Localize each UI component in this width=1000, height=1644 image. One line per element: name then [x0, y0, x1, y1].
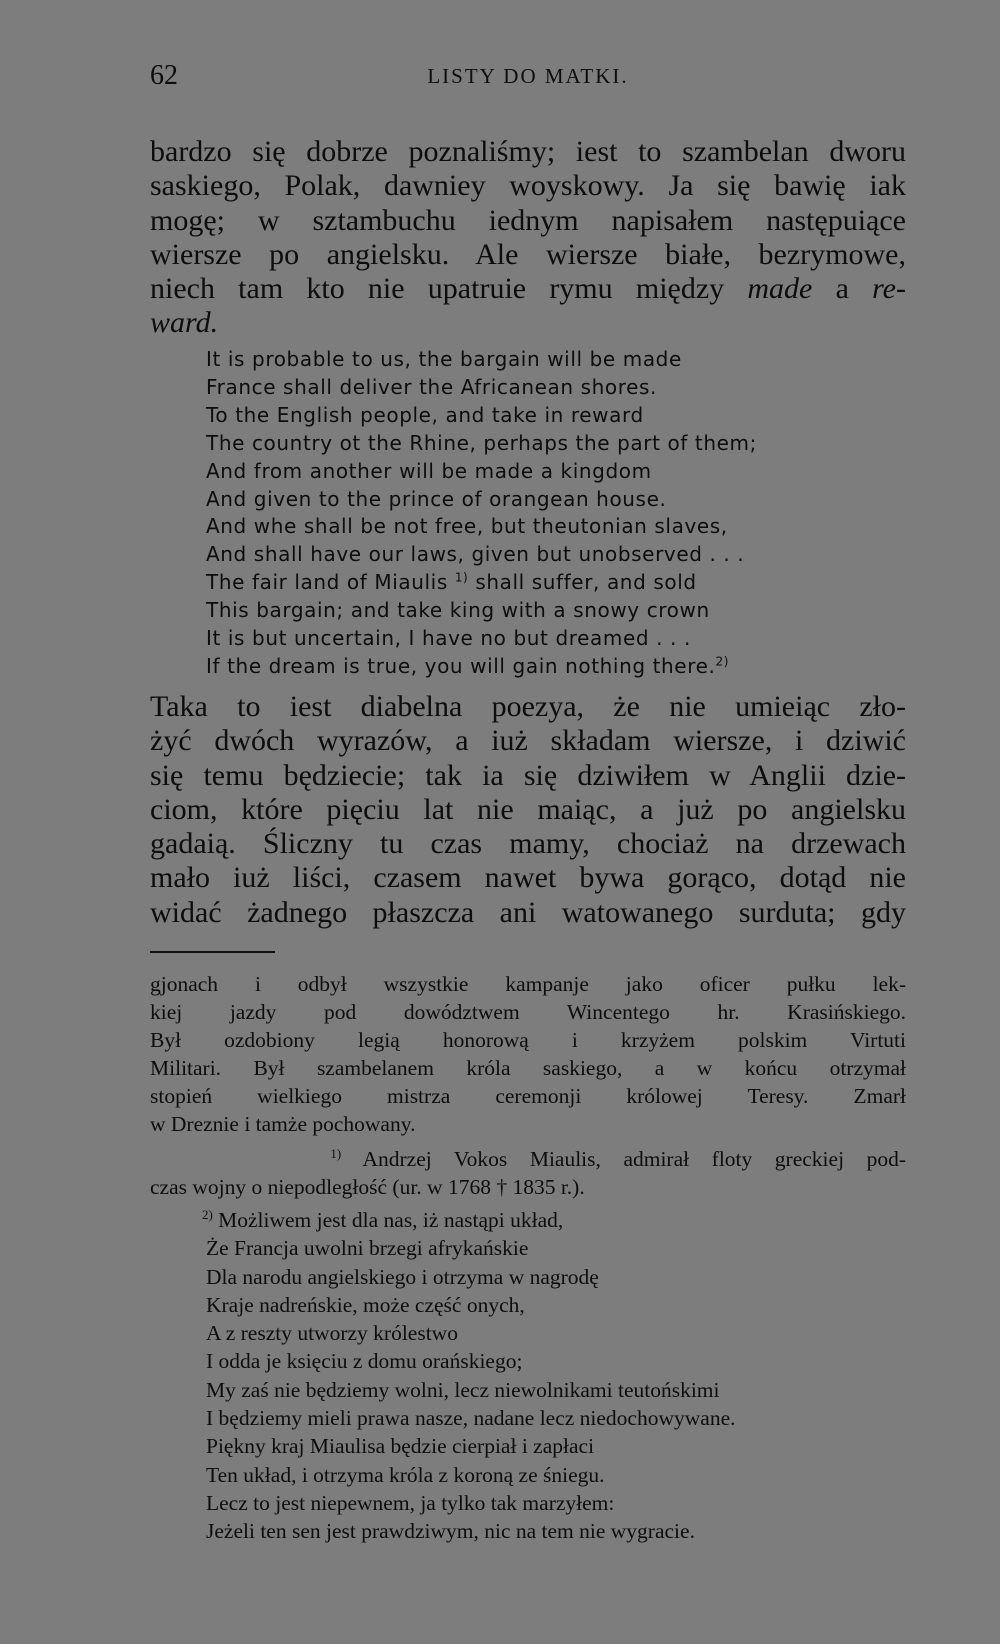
- poem-line: [206, 653, 757, 681]
- poem-line-text: shall suffer, and sold: [475, 570, 697, 595]
- footnote-line: [150, 1145, 906, 1173]
- page-header: [150, 60, 906, 100]
- text-line: gadaią. Śliczny tu czas mamy, chociaż na drzewach: [150, 827, 906, 861]
- translation-line: I odda je księciu z domu orańskiego;: [206, 1349, 523, 1374]
- footnote-text: Andrzej Vokos Miaulis, admirał floty greckiej pod-: [362, 1147, 906, 1171]
- italic-word: ward.: [150, 306, 219, 340]
- poem-line: To the English people, and take in reward: [206, 402, 644, 427]
- poem-line-text: The fair land of Miaulis: [206, 570, 448, 595]
- poem-line: It is probable to us, the bargain will be made: [206, 347, 682, 371]
- translation-text: Możliwem jest dla nas, iż nastąpi układ,: [218, 1208, 564, 1232]
- poem-line: And from another will be made a kingdom: [206, 458, 652, 483]
- paragraph-2: [150, 690, 906, 930]
- text-segment: a: [835, 272, 849, 306]
- italic-word: re-: [872, 272, 906, 306]
- footnote-ref: 1): [454, 570, 469, 585]
- italic-word: made: [747, 272, 813, 306]
- footnote-ref: 2): [715, 654, 729, 669]
- footnote-line: w Dreznie i tamże pochowany.: [150, 1112, 416, 1136]
- translation-line: Piękny kraj Miaulisa będzie cierpiał i zapłaci: [206, 1434, 595, 1459]
- paragraph-1: [150, 135, 906, 341]
- text-line: się temu będziecie; tak ia się dziwiłem w Anglii dzie-: [150, 758, 906, 792]
- poem-line: [206, 569, 757, 597]
- poem-line: And whe shall be not free, but theutonian slaves,: [206, 514, 728, 539]
- text-segment: niech tam kto nie upatruie rymu między: [150, 272, 725, 306]
- text-line: widać żadnego płaszcza ani watowanego surduta; gdy: [150, 895, 906, 929]
- text-line: żyć dwóch wyrazów, a iuż składam wiersze, i dziwić: [150, 724, 906, 758]
- footnote-continued: [150, 970, 906, 1138]
- translation-line: Jeżeli ten sen jest prawdziwym, nic na tem nie wygracie.: [206, 1519, 695, 1544]
- poem-line: And shall have our laws, given but unobserved . . .: [206, 542, 745, 567]
- text-line: saskiego, Polak, dawniey woyskowy. Ja się bawię iak: [150, 169, 906, 203]
- footnote-line: czas wojny o niepodległość (ur. w 1768 † 1835 r.).: [150, 1175, 585, 1199]
- running-title: LISTY DO MATKI.: [427, 64, 629, 88]
- translation-line: Kraje nadreńskie, może część onych,: [206, 1292, 525, 1317]
- footnote-line: gjonach i odbył wszystkie kampanje jako oficer pułku lek-: [150, 972, 906, 996]
- footnote-separator: [150, 951, 275, 953]
- poem-line: It is but uncertain, I have no but dreamed . . .: [206, 626, 691, 651]
- poem-line: And given to the prince of orangean house.: [206, 486, 667, 511]
- text-line: Taka to iest diabelna poezya, że nie umieiąc zło-: [150, 690, 906, 723]
- translation-line: Dla narodu angielskiego i otrzyma w nagrodę: [206, 1264, 599, 1289]
- footnote-mark: 2): [202, 1207, 213, 1222]
- text-line: [150, 306, 906, 340]
- footnote-line: kiej jazdy pod dowództwem Wincentego hr. Krasińskiego.: [150, 1000, 906, 1024]
- poem-line: France shall deliver the Africanean shores.: [206, 374, 658, 399]
- page-number: 62: [150, 60, 178, 91]
- poem-line-text: If the dream is true, you will gain nothing there.: [206, 653, 716, 678]
- poem-line: This bargain; and take king with a snowy crown: [206, 598, 710, 623]
- text-line: mogę; w sztambuchu iednym napisałem następuiące: [150, 203, 906, 237]
- footnote-mark: 1): [330, 1146, 342, 1161]
- text-line: wiersze po angielsku. Ale wiersze białe, bezrymowe,: [150, 237, 906, 271]
- translation-line: I będziemy mieli prawa nasze, nadane lecz niedochowywane.: [206, 1406, 736, 1431]
- footnote-line: Militari. Był szambelanem króla saskiego, a w końcu otrzymał: [150, 1056, 906, 1080]
- footnote-line: stopień wielkiego mistrza ceremonji królowej Teresy. Zmarł: [150, 1084, 906, 1108]
- translation-line: Ten układ, i otrzyma króla z koroną ze śniegu.: [206, 1462, 605, 1487]
- english-poem: [206, 346, 757, 681]
- translation-line: Lecz to jest niepewnem, ja tylko tak marzyłem:: [206, 1490, 615, 1515]
- text-line-with-italics: [150, 272, 906, 306]
- translation-line: My zaś nie będziemy wolni, lecz niewolnikami teutońskimi: [206, 1377, 720, 1402]
- text-line: bardzo się dobrze poznaliśmy; iest to szambelan dworu: [150, 135, 906, 168]
- translation-line: Że Francja uwolni brzegi afrykańskie: [206, 1236, 529, 1261]
- text-line: mało iuż liści, czasem nawet bywa gorąco, dotąd nie: [150, 861, 906, 895]
- translation-line: A z reszty utworzy królestwo: [206, 1321, 458, 1346]
- footnote-1: [150, 1145, 906, 1201]
- text-line: ciom, które pięciu lat nie maiąc, a już po angielsku: [150, 792, 906, 826]
- poem-line: The country ot the Rhine, perhaps the part of them;: [206, 430, 757, 455]
- footnote-2-translation: [202, 1206, 736, 1546]
- translation-line: [202, 1206, 736, 1234]
- footnote-line: Był ozdobiony legią honorową i krzyżem polskim Virtuti: [150, 1028, 906, 1052]
